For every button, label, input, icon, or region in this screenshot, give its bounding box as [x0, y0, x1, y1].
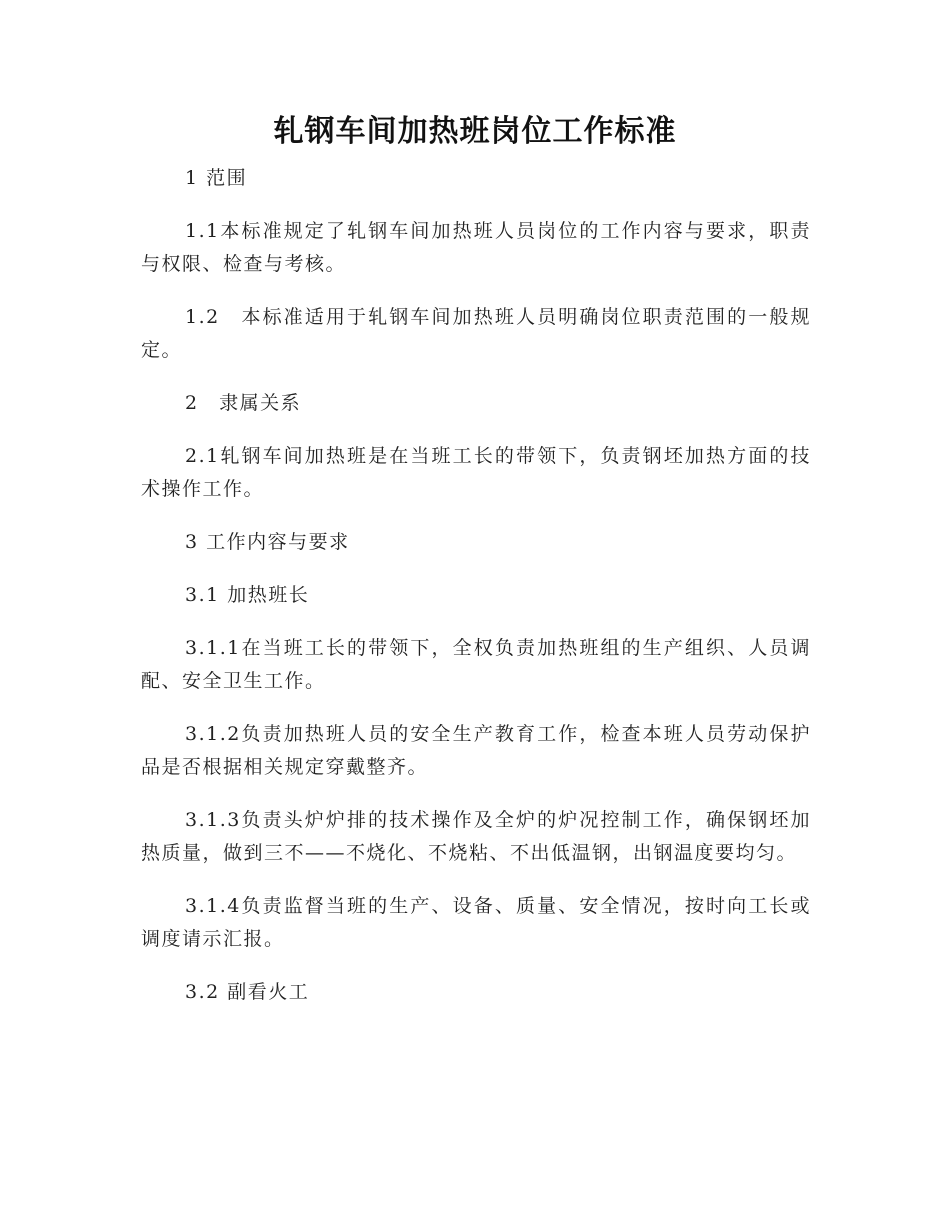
document-body [141, 162, 811, 1009]
subsection-heading-3-2: 3.2 副看火工 [185, 981, 310, 1003]
paragraph-3-1-3: 3.1.3负责头炉炉排的技术操作及全炉的炉况控制工作，确保钢坯加热质量，做到三不——不烧化、不烧粘、不出低温钢，出钢温度要均匀。 [141, 809, 811, 864]
paragraph-1-1: 1.1本标准规定了轧钢车间加热班人员岗位的工作内容与要求，职责与权限、检查与考核。 [141, 220, 811, 275]
section-heading-work-content: 3 工作内容与要求 [185, 531, 350, 553]
paragraph-3-1-1: 3.1.1在当班工长的带领下，全权负责加热班组的生产组织、人员调配、安全卫生工作。 [141, 637, 811, 692]
section-heading-scope: 1 范围 [185, 167, 248, 189]
document-title: 轧钢车间加热班岗位工作标准 [273, 114, 677, 149]
paragraph-3-1-4: 3.1.4负责监督当班的生产、设备、质量、安全情况，按时向工长或调度请示汇报。 [141, 895, 811, 950]
subsection-heading-3-1: 3.1 加热班长 [185, 584, 310, 606]
paragraph-1-2: 1.2 本标准适用于轧钢车间加热班人员明确岗位职责范围的一般规定。 [141, 306, 811, 361]
paragraph-2-1: 2.1轧钢车间加热班是在当班工长的带领下，负责钢坯加热方面的技术操作工作。 [141, 445, 811, 500]
paragraph-3-1-2: 3.1.2负责加热班人员的安全生产教育工作，检查本班人员劳动保护品是否根据相关规定穿戴整齐。 [141, 723, 811, 778]
section-heading-affiliation: 2 隶属关系 [185, 392, 302, 414]
